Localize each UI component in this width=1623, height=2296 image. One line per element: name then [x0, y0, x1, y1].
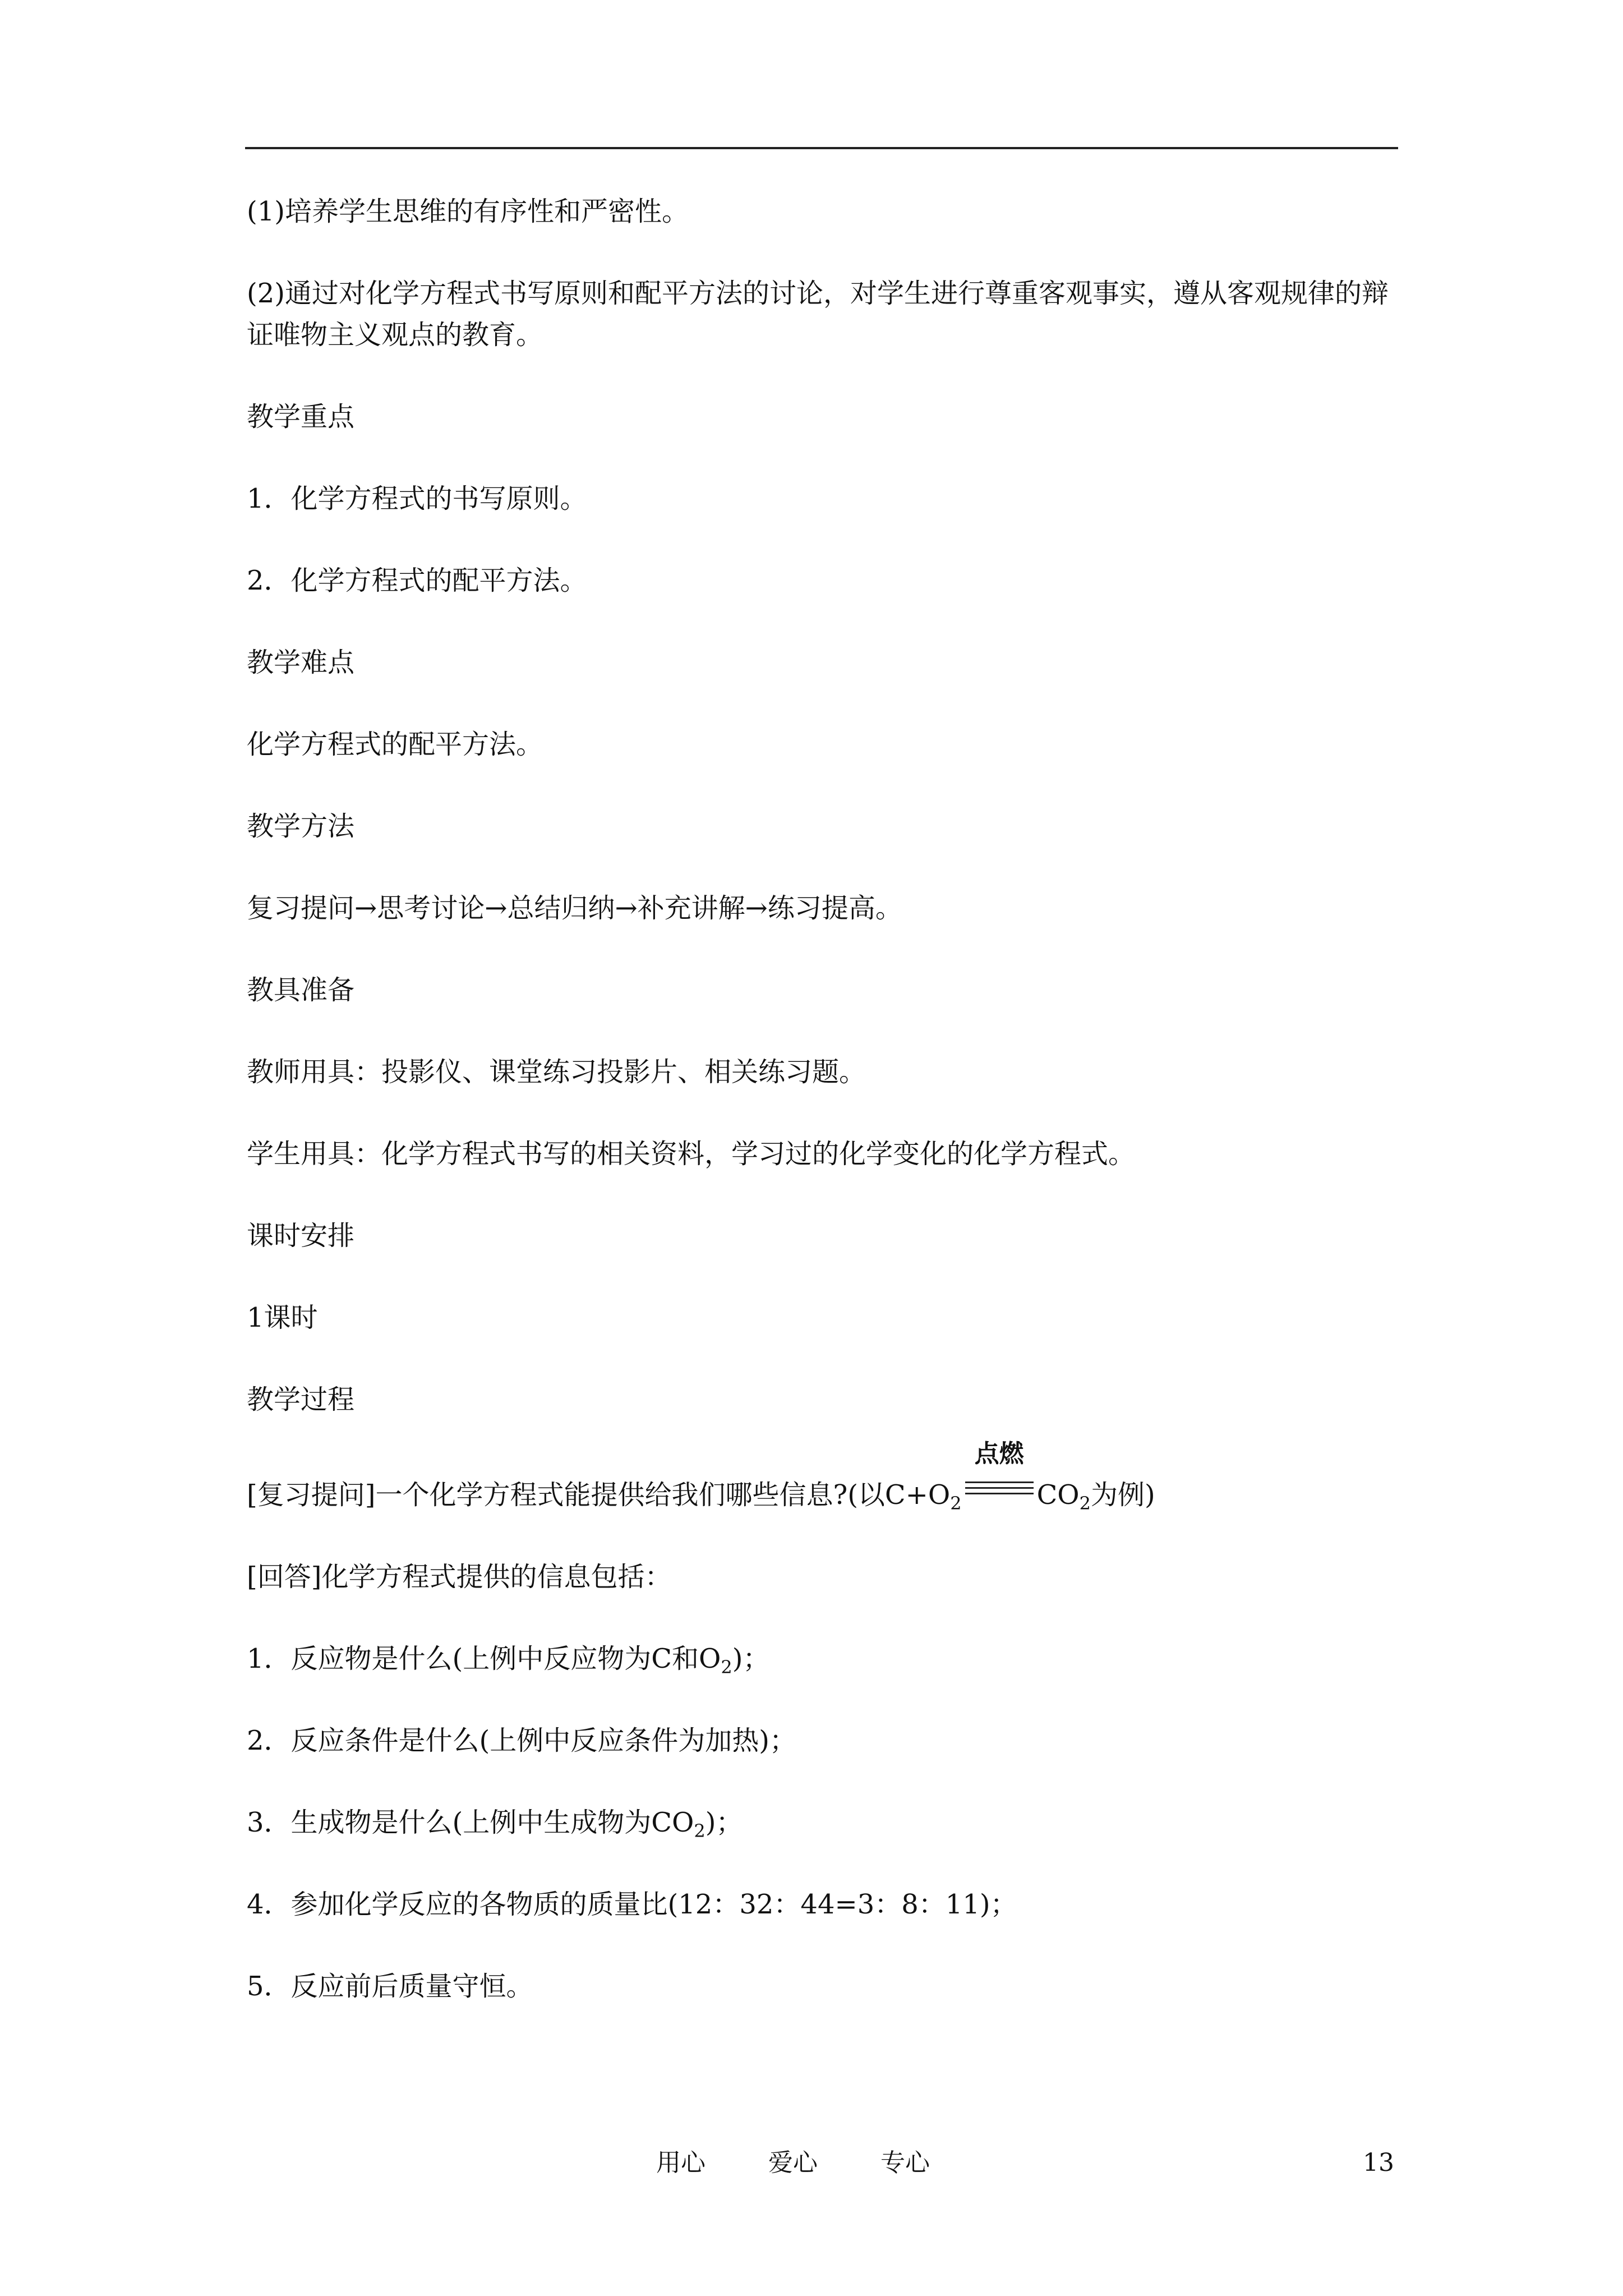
method-text: 复习提问→思考讨论→总结归纳→补充讲解→练习提高。	[247, 892, 902, 924]
tools-teacher: 教师用具：投影仪、课堂练习投影片、相关练习题。	[247, 1056, 866, 1088]
tools-student: 学生用具：化学方程式书写的相关资料，学习过的化学变化的化学方程式。	[247, 1138, 1136, 1170]
review-prefix: [复习提问]一个化学方程式能提供给我们哪些信息?(以	[247, 1479, 885, 1511]
answer-item-3	[247, 1802, 1396, 1843]
answer-item-3-text: 3．生成物是什么(上例中生成物为CO	[247, 1807, 694, 1838]
answer-item-5: 5．反应前后质量守恒。	[247, 1971, 533, 2002]
equals-bar	[965, 1493, 1034, 1494]
key-point-1: 1．化学方程式的书写原则。	[247, 483, 587, 514]
heading-method: 教学方法	[247, 811, 355, 842]
answer-item-1-text: 1．反应物是什么(上例中反应物为C和O	[247, 1643, 721, 1674]
subscript: 2	[1079, 1493, 1091, 1514]
difficulty-text: 化学方程式的配平方法。	[247, 729, 543, 760]
page-number: 13	[1363, 2148, 1394, 2177]
equals-bar	[965, 1487, 1034, 1489]
document-body	[247, 191, 1396, 2007]
review-suffix: 为例)	[1091, 1479, 1155, 1511]
heading-process: 教学过程	[247, 1384, 355, 1415]
equals-bar	[965, 1481, 1034, 1483]
subscript: 2	[721, 1657, 732, 1678]
header-rule	[245, 147, 1398, 149]
footer-motto-1: 用心	[656, 2148, 706, 2177]
footer-motto-2: 爱心	[768, 2148, 818, 2177]
answer-item-1-end: )；	[732, 1643, 770, 1674]
subscript: 2	[950, 1493, 962, 1514]
heading-key-points: 教学重点	[247, 401, 355, 432]
answer-item-3-end: )；	[705, 1807, 743, 1838]
answer-item-1	[247, 1638, 1396, 1680]
objective-1: (1)培养学生思维的有序性和严密性。	[247, 196, 689, 227]
schedule-text: 1课时	[247, 1302, 318, 1333]
key-point-2: 2．化学方程式的配平方法。	[247, 565, 587, 596]
answer-intro: [回答]化学方程式提供的信息包括：	[247, 1561, 672, 1593]
heading-tools: 教具准备	[247, 974, 355, 1006]
subscript: 2	[694, 1820, 706, 1842]
heading-schedule: 课时安排	[247, 1220, 355, 1251]
heading-difficulty: 教学难点	[247, 647, 355, 678]
equation-product: CO	[1036, 1479, 1080, 1511]
equation-reactants: C+O	[884, 1479, 951, 1511]
answer-item-2: 2．反应条件是什么(上例中反应条件为加热)；	[247, 1725, 796, 1756]
review-question	[247, 1439, 1396, 1516]
objective-2: (2)通过对化学方程式书写原则和配平方法的讨论，对学生进行尊重客观事实，遵从客观规律的辩证唯物主义观点的教育。	[247, 278, 1389, 351]
answer-item-4: 4．参加化学反应的各物质的质量比(12：32：44=3：8：11)；	[247, 1889, 1017, 1920]
reaction-condition: 点燃	[974, 1439, 1024, 1468]
reaction-sign	[964, 1439, 1035, 1504]
footer-motto-3: 专心	[880, 2148, 930, 2177]
